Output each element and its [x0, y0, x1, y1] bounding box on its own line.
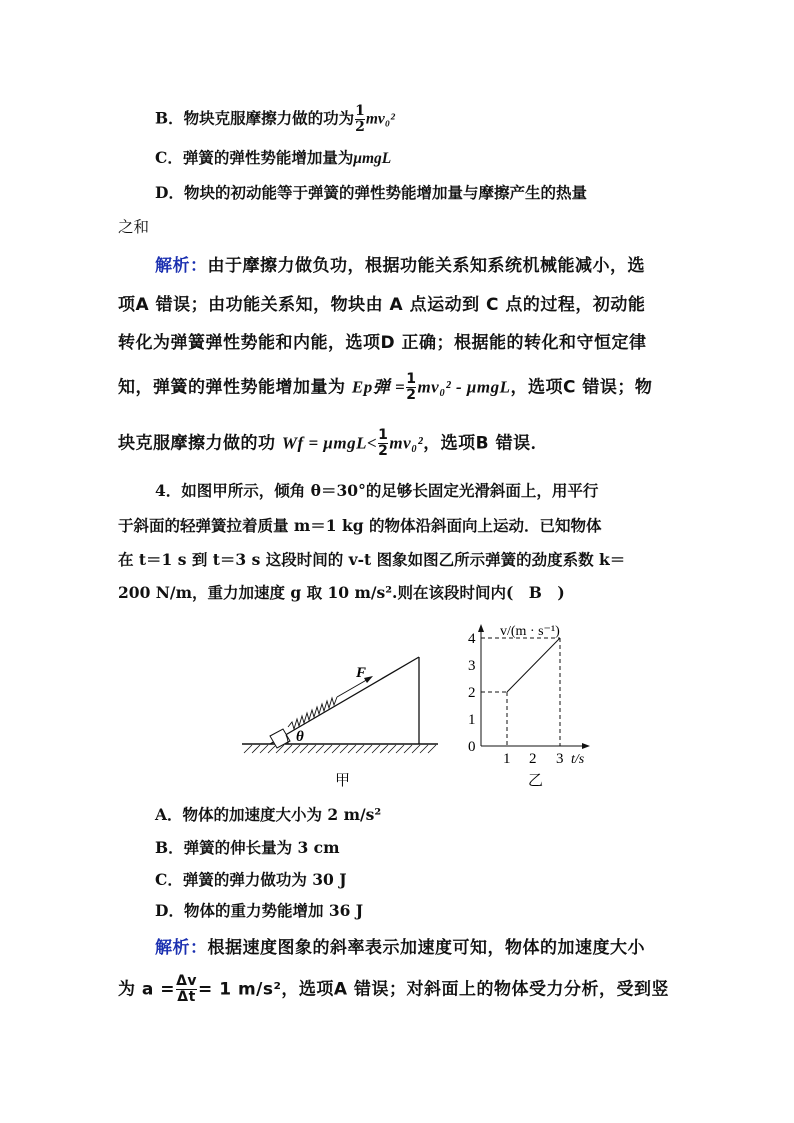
analysis-line	[118, 974, 669, 1005]
question-line: 4．如图甲所示，倾角 θ＝30°的足够长固定光滑斜面上，用平行	[155, 481, 599, 500]
figure	[230, 605, 610, 795]
analysis-label: 解析：	[155, 938, 208, 958]
analysis-text: 根据速度图象的斜率表示加速度可知，物体的加速度大小	[207, 938, 645, 958]
analysis-text: ，选项B 错误．	[423, 433, 549, 454]
numerator: 1	[378, 427, 389, 443]
fraction	[406, 372, 416, 403]
y-tick: 2	[468, 685, 476, 701]
math-expr: μmgL	[353, 150, 392, 167]
force-label: F	[356, 665, 367, 681]
analysis-text: 知，弹簧的弹性势能增加量为	[118, 377, 346, 398]
spring	[288, 697, 337, 729]
y-tick: 4	[468, 631, 476, 647]
option-c: C．弹簧的弹力做功为 30 J	[155, 870, 347, 889]
y-tick: 3	[468, 658, 476, 674]
numerator: Δv	[176, 973, 198, 989]
option-d-prev: D．物块的初动能等于弹簧的弹性势能增加量与摩擦产生的热量	[155, 183, 587, 202]
x-tick: 3	[556, 751, 564, 767]
y-axis-label: v/(m · s⁻¹)	[500, 624, 560, 639]
fraction	[378, 428, 388, 459]
option-b: B．弹簧的伸长量为 3 cm	[155, 838, 340, 857]
analysis-line: 项A 错误；由功能关系知，物块由 A 点运动到 C 点的过程，初动能	[118, 295, 646, 315]
x-tick: 2	[529, 751, 537, 767]
denominator: 2	[406, 387, 417, 403]
option-a: A．物体的加速度大小为 2 m/s²	[155, 805, 382, 824]
analysis-line	[118, 428, 548, 459]
caption-yi: 乙	[528, 773, 544, 789]
question-line: 200 N/m，重力加速度 g 取 10 m/s².则在该段时间内( B )	[118, 583, 565, 602]
denominator: 2	[378, 443, 389, 459]
y-tick: 1	[468, 712, 476, 728]
angle-label: θ	[296, 729, 304, 745]
analysis-text: 为 a =	[118, 979, 176, 1000]
denominator: 2	[355, 119, 365, 135]
analysis-label: 解析：	[155, 256, 208, 276]
math-expr: Wf = μmgL<	[281, 433, 378, 453]
option-c-prev	[155, 146, 391, 168]
numerator: 1	[355, 103, 365, 119]
ground-hatch	[244, 745, 436, 753]
analysis-line	[155, 933, 645, 958]
option-text: B．物块克服摩擦力做的功为	[155, 108, 355, 128]
fraction	[176, 974, 197, 1005]
x-axis-label: t/s	[571, 752, 585, 767]
incline-diagram	[242, 657, 438, 789]
option-d: D．物体的重力势能增加 36 J	[155, 901, 364, 920]
analysis-line: 转化为弹簧弹性势能和内能，选项D 正确；根据能的转化和守恒定律	[118, 333, 647, 353]
analysis-text: 块克服摩擦力做的功	[118, 433, 276, 454]
option-b-prev	[155, 104, 395, 135]
velocity-line	[507, 638, 560, 692]
analysis-text: = 1 m/s²，选项A 错误；对斜面上的物体受力分析，受到竖	[198, 979, 670, 1000]
caption-jia: 甲	[335, 773, 351, 789]
denominator: Δt	[177, 989, 196, 1005]
question-line: 在 t＝1 s 到 t＝3 s 这段时间的 v-t 图象如图乙所示弹簧的劲度系数 k＝	[118, 550, 626, 569]
question-line: 于斜面的轻弹簧拉着质量 m＝1 kg 的物体沿斜面向上运动．已知物体	[118, 516, 602, 535]
option-d-cont: 之和	[118, 218, 150, 236]
y-tick: 0	[468, 739, 476, 755]
numerator: 1	[406, 371, 417, 387]
analysis-text: 由于摩擦力做负功，根据功能关系知系统机械能减小，选	[207, 256, 645, 276]
math-expr: Ep弹 =	[351, 377, 406, 397]
analysis-line	[155, 251, 645, 276]
math-expr: mv₀²	[389, 433, 424, 453]
analysis-text: ，选项C 错误；物	[510, 377, 653, 398]
x-tick: 1	[503, 751, 511, 767]
option-text: C．弹簧的弹性势能增加量为	[155, 148, 354, 167]
analysis-line	[118, 372, 652, 403]
math-expr: mv₀² - μmgL	[417, 377, 511, 397]
fraction	[355, 104, 365, 135]
vt-graph	[468, 624, 590, 789]
math-expr: mv₀²	[365, 110, 395, 128]
